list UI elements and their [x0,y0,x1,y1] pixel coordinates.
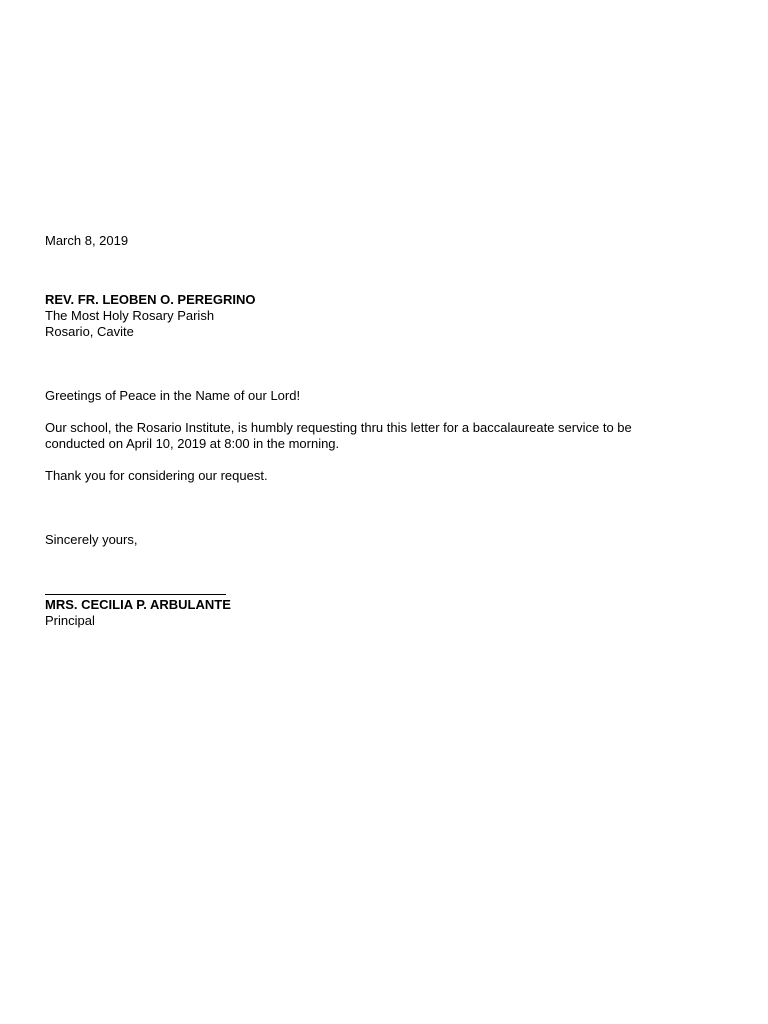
recipient-location: Rosario, Cavite [45,324,134,339]
letter-date: March 8, 2019 [45,233,129,248]
recipient-organization: The Most Holy Rosary Parish [45,308,215,323]
signatory-title: Principal [45,613,95,628]
greeting: Greetings of Peace in the Name of our Lord! [45,388,301,403]
closing: Sincerely yours, [45,532,138,547]
body-line-1: Our school, the Rosario Institute, is humbly requesting thru this letter for a baccalaureate service to be [45,420,632,435]
body-line-2: conducted on April 10, 2019 at 8:00 in the morning. [45,436,340,451]
signatory-name: MRS. CECILIA P. ARBULANTE [45,597,231,612]
recipient-name: REV. FR. LEOBEN O. PEREGRINO [45,292,256,307]
signature-line [45,594,226,595]
thanks-line: Thank you for considering our request. [45,468,268,483]
